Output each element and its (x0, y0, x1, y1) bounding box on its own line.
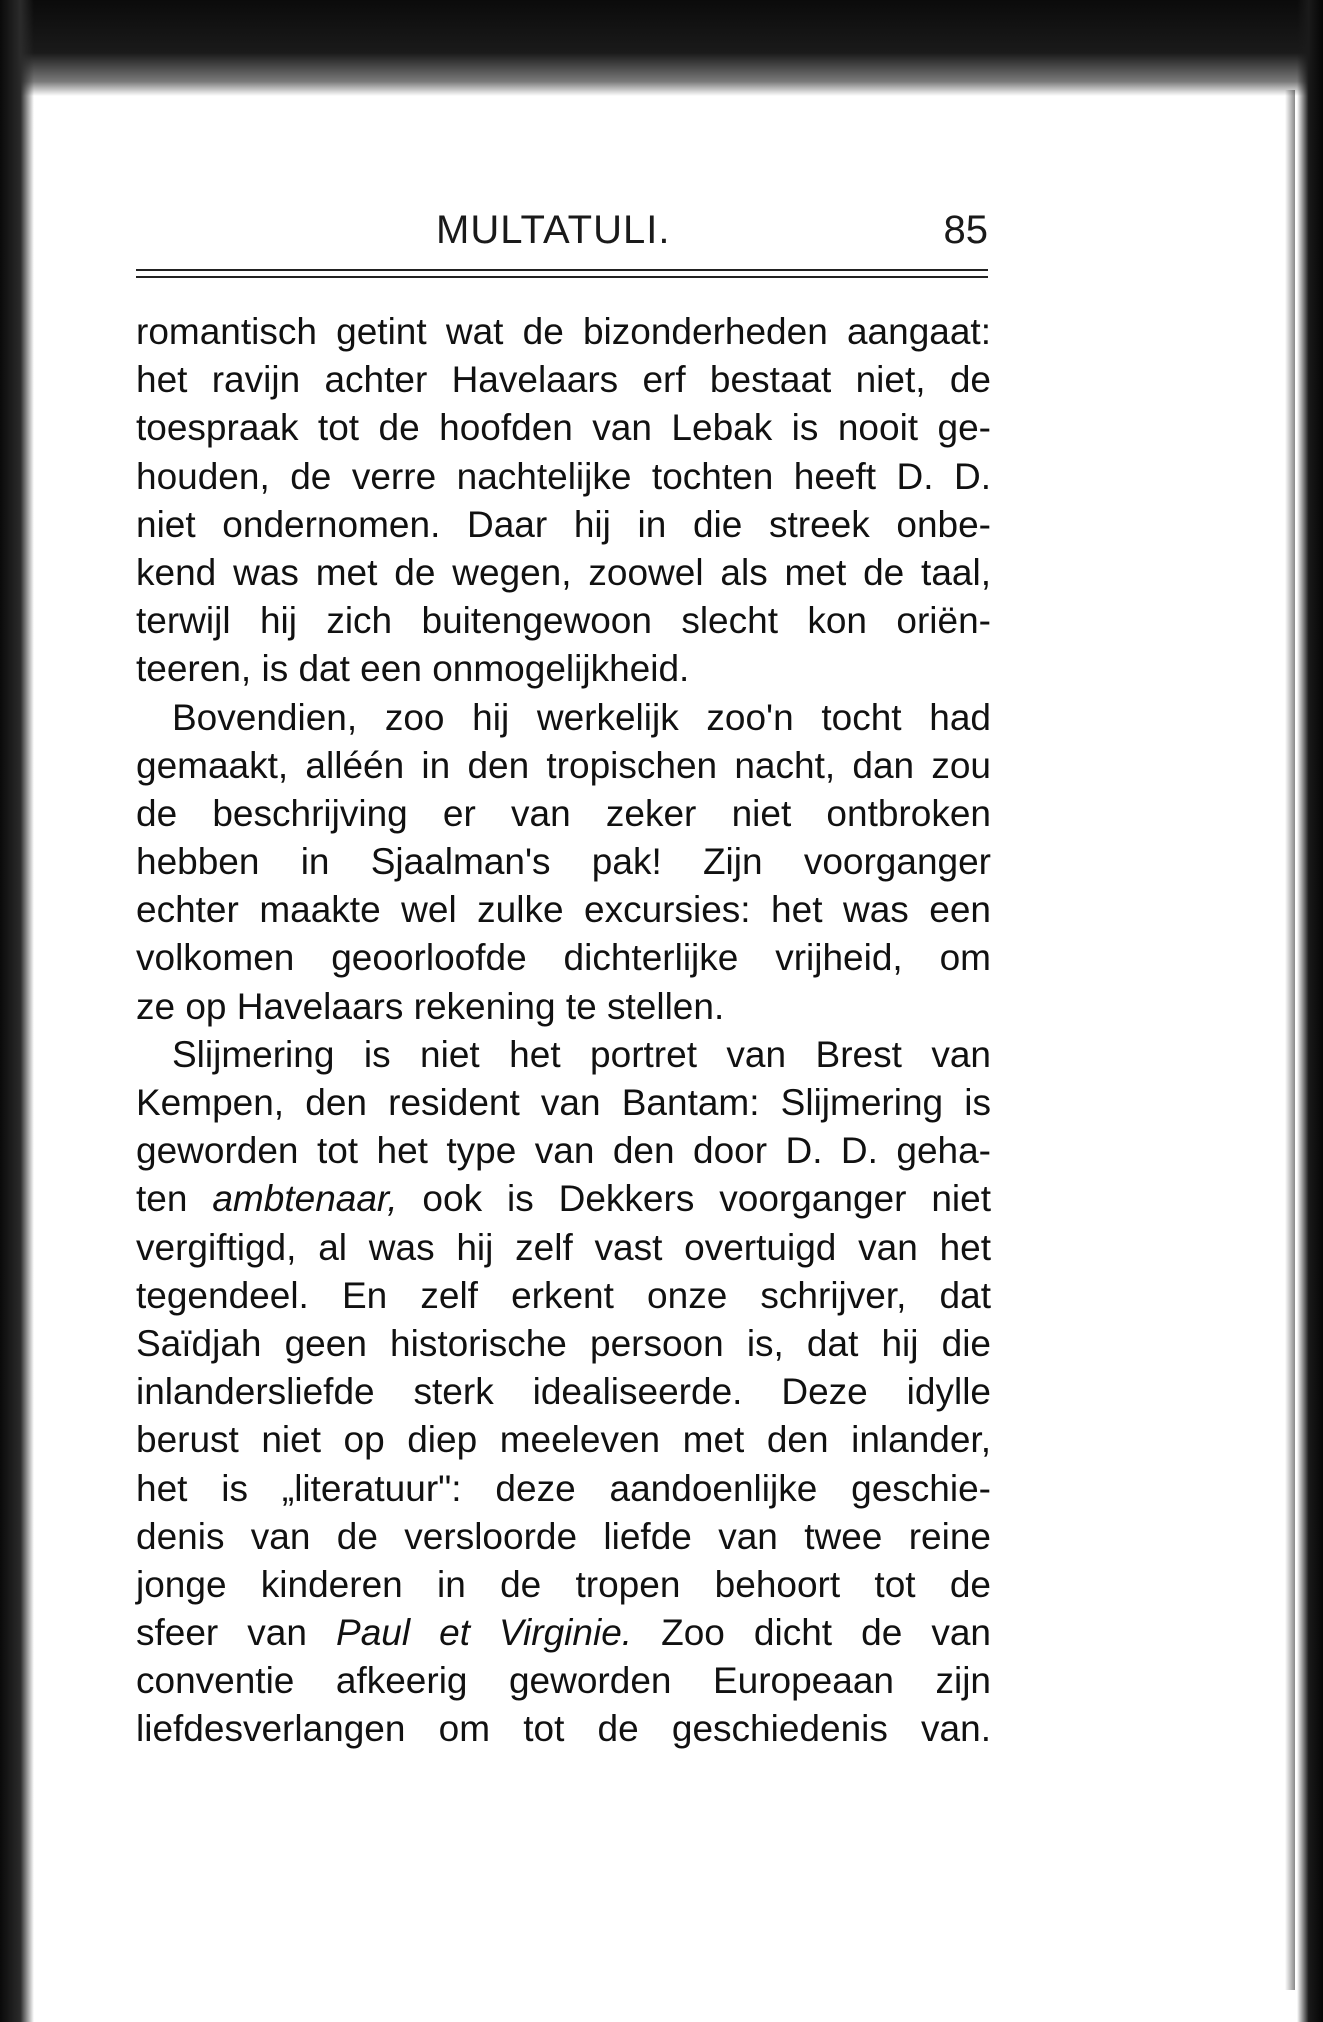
text-line: berust niet op diep meeleven met den inlander, (136, 1419, 991, 1461)
text-line: liefdesverlangen om tot de geschiedenis van. (136, 1708, 991, 1750)
text-line: het ravijn achter Havelaars erf bestaat niet, de (136, 359, 991, 401)
text-line: denis van de versloorde liefde van twee reine (136, 1515, 991, 1557)
text-line: Bovendien, zoo hij werkelijk zoo'n tocht had (172, 696, 991, 738)
text-line (136, 1175, 991, 1223)
text-line: romantisch getint wat de bizonderheden aangaat: (136, 311, 991, 352)
text-line: Saïdjah geen historische persoon is, dat hij die (136, 1322, 991, 1364)
text-line: tegendeel. En zelf erkent onze schrijver, dat (136, 1274, 991, 1316)
text-line: toespraak tot de hoofden van Lebak is nooit ge- (136, 407, 991, 449)
body-text (136, 308, 991, 1754)
text-line: inlandersliefde sterk idealiseerde. Deze idylle (136, 1371, 991, 1413)
text-line: teeren, is dat een onmogelijkheid. (136, 648, 690, 690)
italic-title-paul-et-virginie: Paul et Virginie. (336, 1612, 633, 1654)
header-rule-top (136, 269, 988, 271)
text-line: het is „literatuur": deze aandoenlijke geschie- (136, 1467, 991, 1509)
text-line: vergiftigd, al was hij zelf vast overtuigd van het (136, 1226, 991, 1268)
text-line: echter maakte wel zulke excursies: het was een (136, 889, 991, 931)
text-fragment: Zoo dicht de van (632, 1612, 991, 1654)
text-line: gemaakt, alléén in den tropischen nacht, dan zou (136, 744, 991, 786)
running-title: MULTATULI. (436, 208, 671, 252)
text-line: ze op Havelaars rekening te stellen. (136, 985, 725, 1027)
text-line (136, 1609, 991, 1657)
header-rule-bottom (136, 276, 988, 278)
text-line: Kempen, den resident van Bantam: Slijmering is (136, 1082, 991, 1123)
running-head (136, 208, 988, 258)
italic-term-ambtenaar: ambtenaar, (212, 1178, 398, 1220)
text-fragment: ten (136, 1178, 213, 1220)
text-line: houden, de verre nachtelijke tochten heeft D. D. (136, 455, 991, 497)
text-line: geworden tot het type van den door D. D. geha- (136, 1130, 991, 1172)
text-fragment: sfeer van (136, 1612, 337, 1654)
text-line: conventie afkeerig geworden Europeaan zijn (136, 1660, 991, 1702)
text-line: Slijmering is niet het portret van Brest van (172, 1033, 991, 1075)
text-line: kend was met de wegen, zoowel als met de taal, (136, 551, 991, 593)
text-line: hebben in Sjaalman's pak! Zijn voorganger (136, 841, 991, 883)
text-line: niet ondernomen. Daar hij in die streek onbe- (136, 503, 991, 545)
text-fragment: ook is Dekkers voorganger niet (397, 1178, 992, 1220)
text-line: volkomen geoorloofde dichterlijke vrijheid, om (136, 937, 991, 979)
text-line: jonge kinderen in de tropen behoort tot de (136, 1563, 991, 1605)
page-number: 85 (943, 208, 988, 252)
text-line: de beschrijving er van zeker niet ontbroken (136, 792, 991, 834)
text-line: terwijl hij zich buitengewoon slecht kon oriën- (136, 600, 991, 642)
